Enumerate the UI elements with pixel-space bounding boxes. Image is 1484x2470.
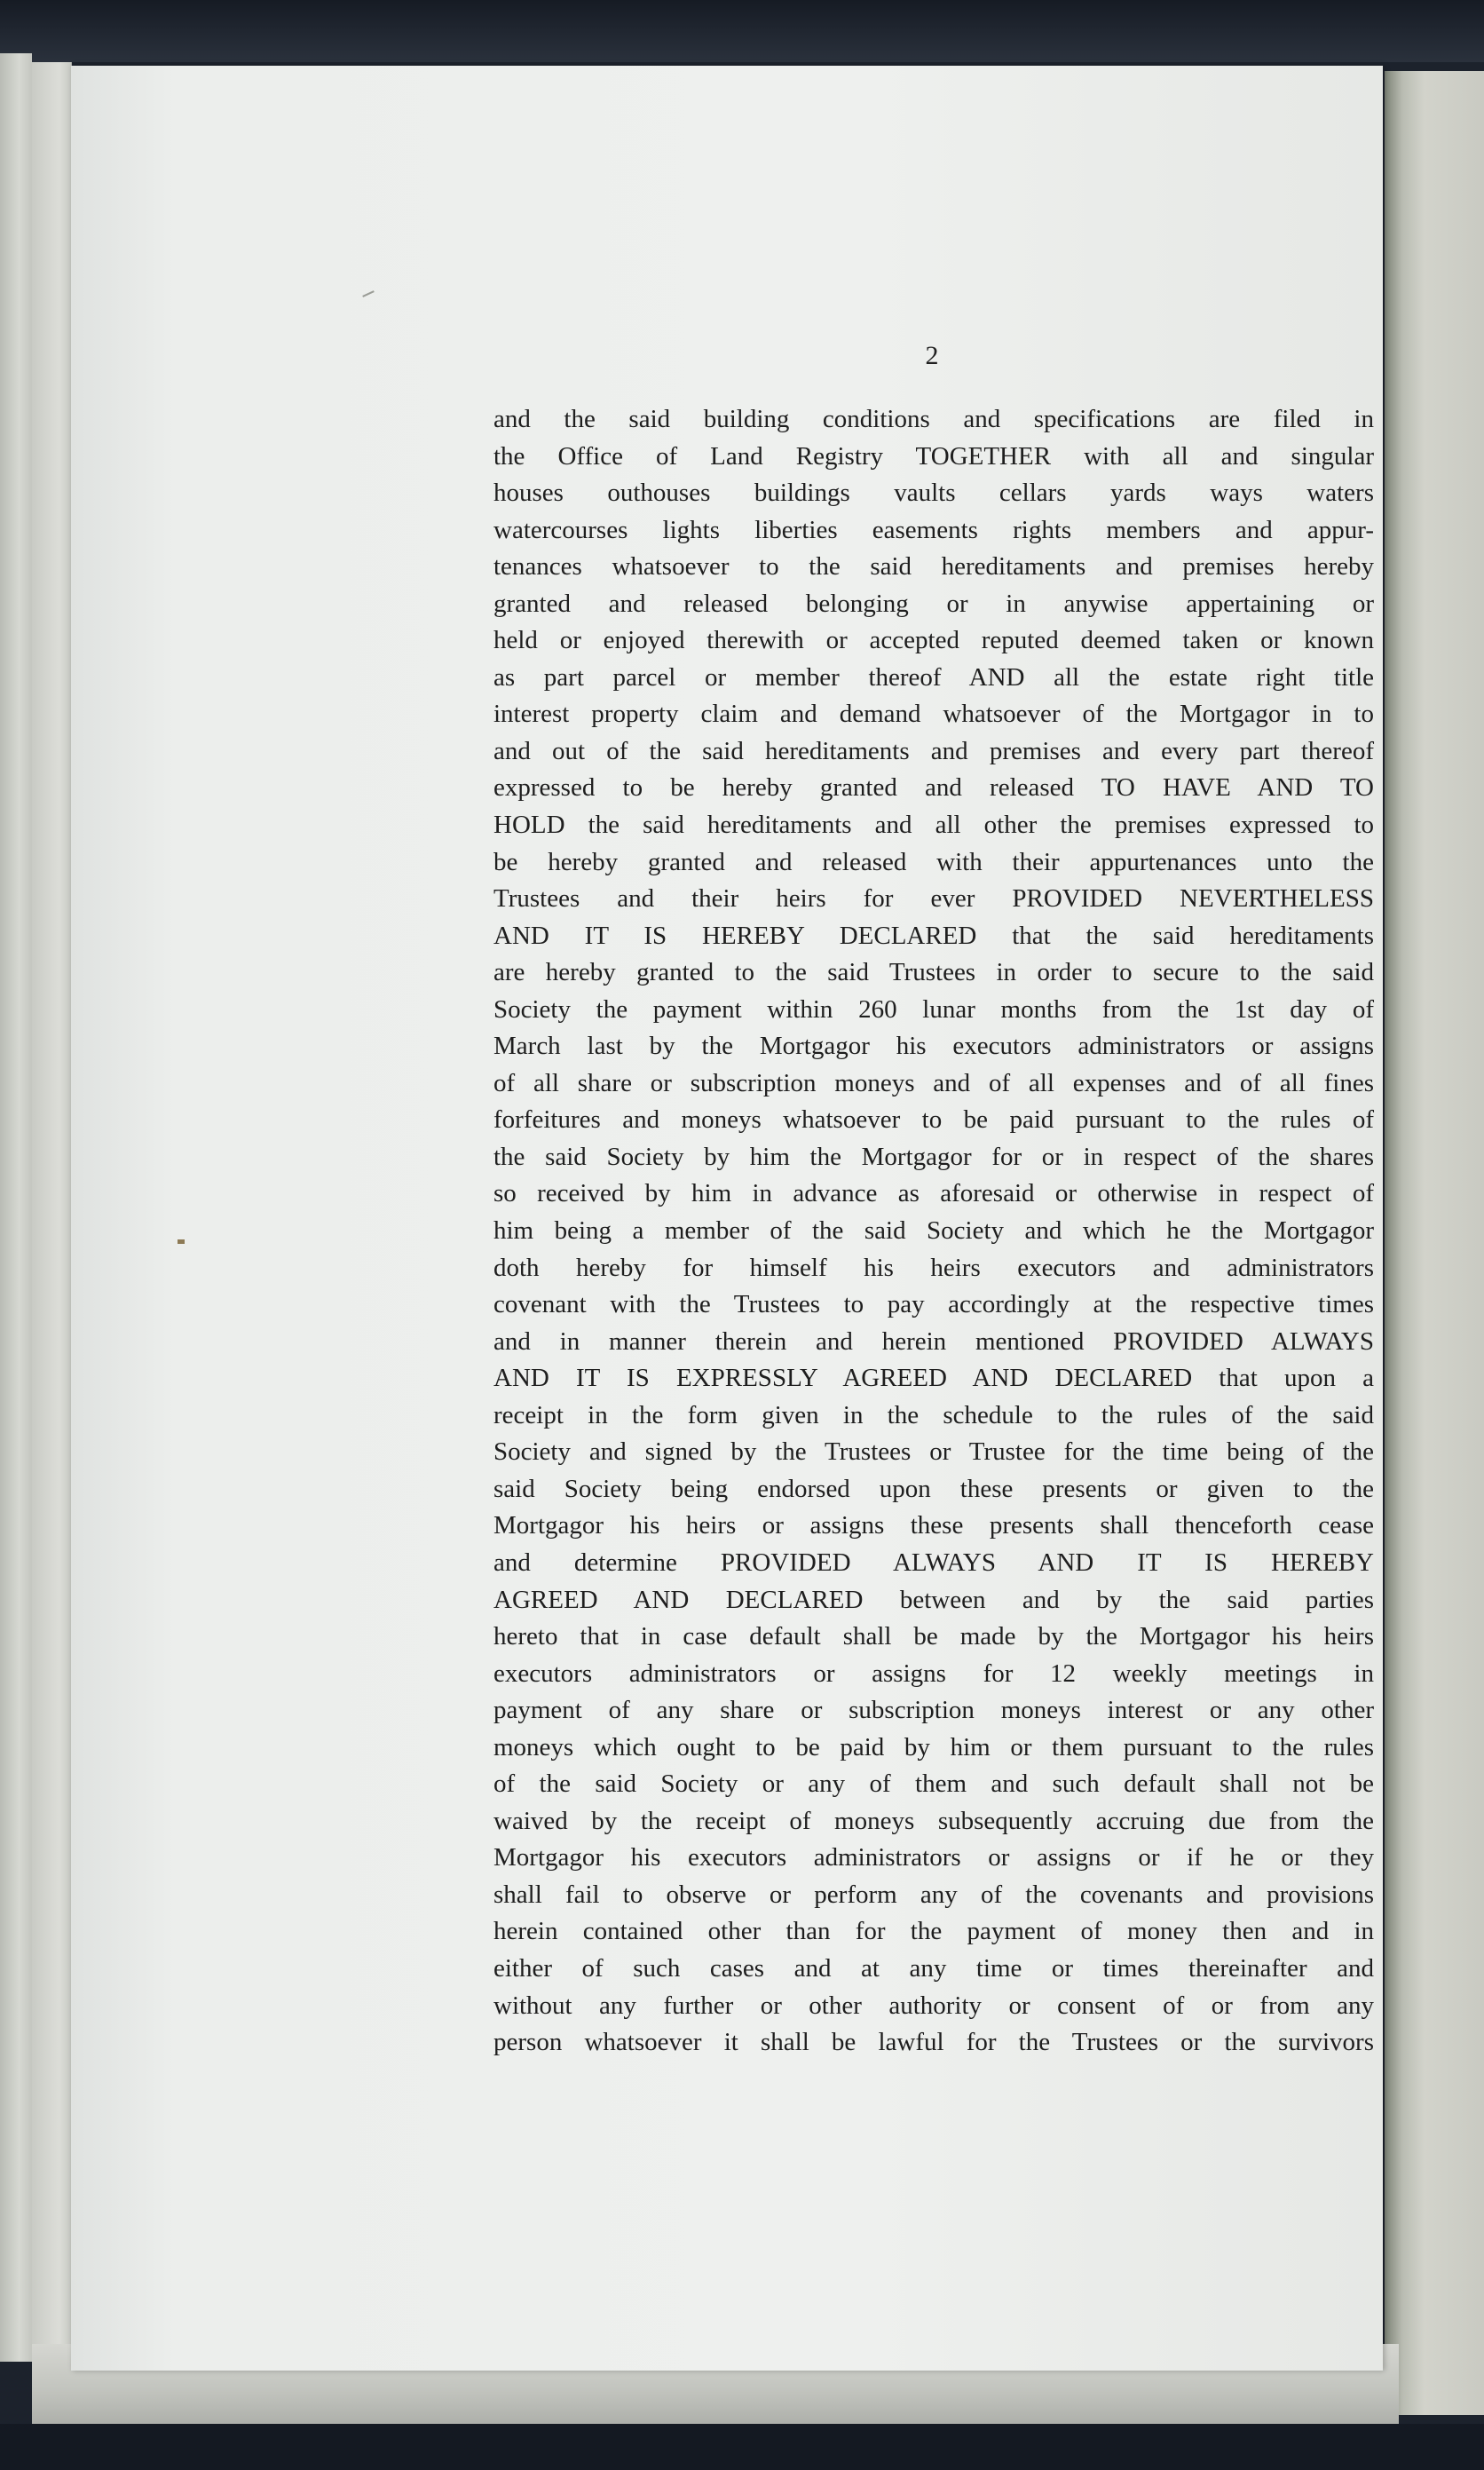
- binding-top-edge: [0, 0, 1484, 62]
- text-line: receipt in the form given in the schedule to the rules of the said: [493, 1400, 1374, 1429]
- text-line: tenances whatsoever to the said hereditaments and premises hereby: [493, 552, 1374, 582]
- text-line: HOLD the said hereditaments and all other the premises expressed to: [493, 811, 1374, 840]
- text-line: him being a member of the said Society and which he the Mortgagor: [493, 1216, 1374, 1246]
- bottom-background: [0, 2424, 1484, 2470]
- text-line: moneys which ought to be paid by him or them pursuant to the rules: [493, 1732, 1374, 1761]
- text-line: of all share or subscription moneys and of all expenses and of all fines: [493, 1068, 1374, 1097]
- text-line: waived by the receipt of moneys subsequently accruing due from the: [493, 1806, 1374, 1835]
- text-line: are hereby granted to the said Trustees in order to secure to the said: [493, 958, 1374, 987]
- text-line: be hereby granted and released with their appurtenances unto the: [493, 847, 1374, 876]
- text-line: executors administrators or assigns for 12 weekly meetings in: [493, 1659, 1374, 1688]
- text-line: held or enjoyed therewith or accepted reputed deemed taken or known: [493, 626, 1374, 655]
- stray-mark: [178, 1239, 185, 1244]
- left-spine-strip: [32, 62, 72, 2362]
- page-number: 2: [925, 341, 939, 370]
- text-line: expressed to be hereby granted and released TO HAVE AND TO: [493, 773, 1374, 803]
- text-line: Society the payment within 260 lunar months from the 1st day of: [493, 994, 1374, 1024]
- text-line: forfeitures and moneys whatsoever to be paid pursuant to the rules of: [493, 1105, 1374, 1135]
- text-line: person whatsoever it shall be lawful for the Trustees or the survivors: [493, 2028, 1374, 2057]
- text-line: granted and released belonging or in anywise appertaining or: [493, 589, 1374, 618]
- text-line: Mortgagor his executors administrators or assigns or if he or they: [493, 1843, 1374, 1872]
- text-line: without any further or other authority or consent of or from any: [493, 1991, 1374, 2020]
- text-line: Society and signed by the Trustees or Trustee for the time being of the: [493, 1437, 1374, 1467]
- text-line: hereto that in case default shall be made by the Mortgagor his heirs: [493, 1622, 1374, 1651]
- text-line: as part parcel or member thereof AND all the estate right title: [493, 662, 1374, 692]
- text-line: the said Society by him the Mortgagor for or in respect of the shares: [493, 1142, 1374, 1171]
- body-text: [493, 401, 1374, 2062]
- text-line: the Office of Land Registry TOGETHER with all and singular: [493, 441, 1374, 471]
- text-line: either of such cases and at any time or times thereinafter and: [493, 1953, 1374, 1983]
- text-line: and out of the said hereditaments and premises and every part thereof: [493, 736, 1374, 765]
- text-line: doth hereby for himself his heirs executors and administrators: [493, 1253, 1374, 1282]
- text-line: AND IT IS EXPRESSLY AGREED AND DECLARED that upon a: [493, 1364, 1374, 1393]
- text-line: said Society being endorsed upon these presents or given to the: [493, 1474, 1374, 1503]
- text-line: of the said Society or any of them and such default shall not be: [493, 1769, 1374, 1799]
- text-line: so received by him in advance as aforesaid or otherwise in respect of: [493, 1179, 1374, 1208]
- text-line: payment of any share or subscription moneys interest or any other: [493, 1696, 1374, 1725]
- text-line: Mortgagor his heirs or assigns these presents shall thenceforth cease: [493, 1511, 1374, 1540]
- text-line: houses outhouses buildings vaults cellars yards ways waters: [493, 479, 1374, 508]
- text-line: and the said building conditions and specifications are filed in: [493, 405, 1374, 433]
- text-line: and determine PROVIDED ALWAYS AND IT IS HEREBY: [493, 1548, 1374, 1577]
- text-line: shall fail to observe or perform any of the covenants and provisions: [493, 1880, 1374, 1909]
- text-line: herein contained other than for the payment of money then and in: [493, 1917, 1374, 1946]
- right-facing-page-edge: [1385, 71, 1484, 2415]
- text-line: and in manner therein and herein mentioned PROVIDED ALWAYS: [493, 1326, 1374, 1356]
- text-line: AND IT IS HEREBY DECLARED that the said hereditaments: [493, 921, 1374, 950]
- text-line: interest property claim and demand whatsoever of the Mortgagor in to: [493, 700, 1374, 729]
- text-line: covenant with the Trustees to pay accordingly at the respective times: [493, 1290, 1374, 1319]
- text-line: Trustees and their heirs for ever PROVIDED NEVERTHELESS: [493, 884, 1374, 914]
- text-line: AGREED AND DECLARED between and by the said parties: [493, 1585, 1374, 1614]
- text-line: watercourses lights liberties easements rights members and appur-: [493, 515, 1374, 544]
- text-line: March last by the Mortgagor his executors administrators or assigns: [493, 1032, 1374, 1061]
- left-page-edge: [0, 53, 32, 2362]
